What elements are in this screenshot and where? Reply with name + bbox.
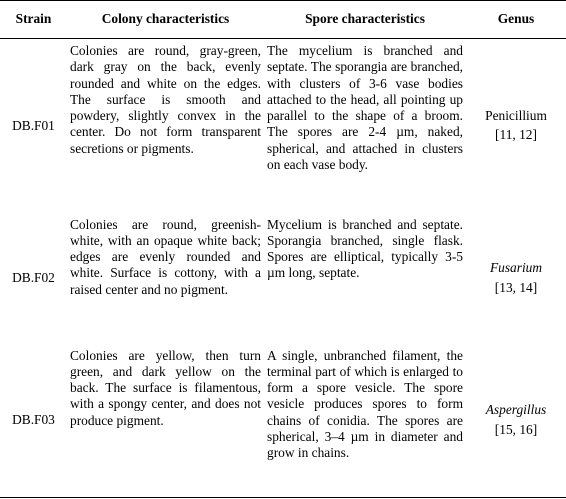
header-colony-characteristics: Colony characteristics <box>67 1 264 39</box>
table-row <box>0 213 566 344</box>
strain-cell: DB.F01 <box>12 117 55 133</box>
genus-cell <box>466 213 566 344</box>
header-strain: Strain <box>0 1 67 39</box>
colony-cell: Colonies are yellow, then turn green, and dark yellow on the back. The surface is filamentous, with a spongy center, and does not produce pigment. <box>67 344 264 498</box>
colony-cell: Colonies are round, gray-green, dark gray on the back, evenly rounded and white on the edges. The surface is smooth and powdery, slightly convex in the center. Do not form transparent secretions or pigments. <box>70 43 261 156</box>
spore-cell: Mycelium is branched and septate. Sporangia branched, single flask. Spores are elliptical, typically 3-5 µm long, septate. <box>267 216 463 281</box>
table-row <box>0 39 566 213</box>
colony-cell: Colonies are round, greenish-white, with an opaque white back; edges are evenly rounded and white. Surface is cottony, with a raised center and no pigment. <box>70 216 261 297</box>
genus-name: Aspergillus <box>485 402 547 418</box>
genus-name: Fusarium <box>489 260 543 276</box>
genus-cell <box>466 39 566 213</box>
genus-reference: [11, 12] <box>495 127 537 143</box>
genus-cell <box>466 344 566 498</box>
strain-cell: DB.F03 <box>0 344 67 498</box>
strain-cell: DB.F02 <box>12 269 55 285</box>
header-genus: Genus <box>466 1 566 39</box>
header-row <box>0 1 566 39</box>
genus-reference: [15, 16] <box>494 421 538 437</box>
genus-name: Penicillium <box>485 107 547 123</box>
genus-reference: [13, 14] <box>494 279 538 295</box>
spore-cell: A single, unbranched filament, the terminal part of which is enlarged to form a spore vesicle. The spore vesicle produces spores to form chains of conidia. The spores are spherical, 3–4 µm in diameter and grow in chains. <box>264 344 466 498</box>
table-row <box>0 344 566 498</box>
header-spore-characteristics: Spore characteristics <box>264 1 466 39</box>
spore-cell: The mycelium is branched and septate. The sporangia are branched, with clusters of 3-6 vase bodies attached to the head, all pointing up parallel to the shape of a broom. The spores are 2-4 µm, naked, spherical, and attached in clusters on each vase body. <box>267 43 463 173</box>
